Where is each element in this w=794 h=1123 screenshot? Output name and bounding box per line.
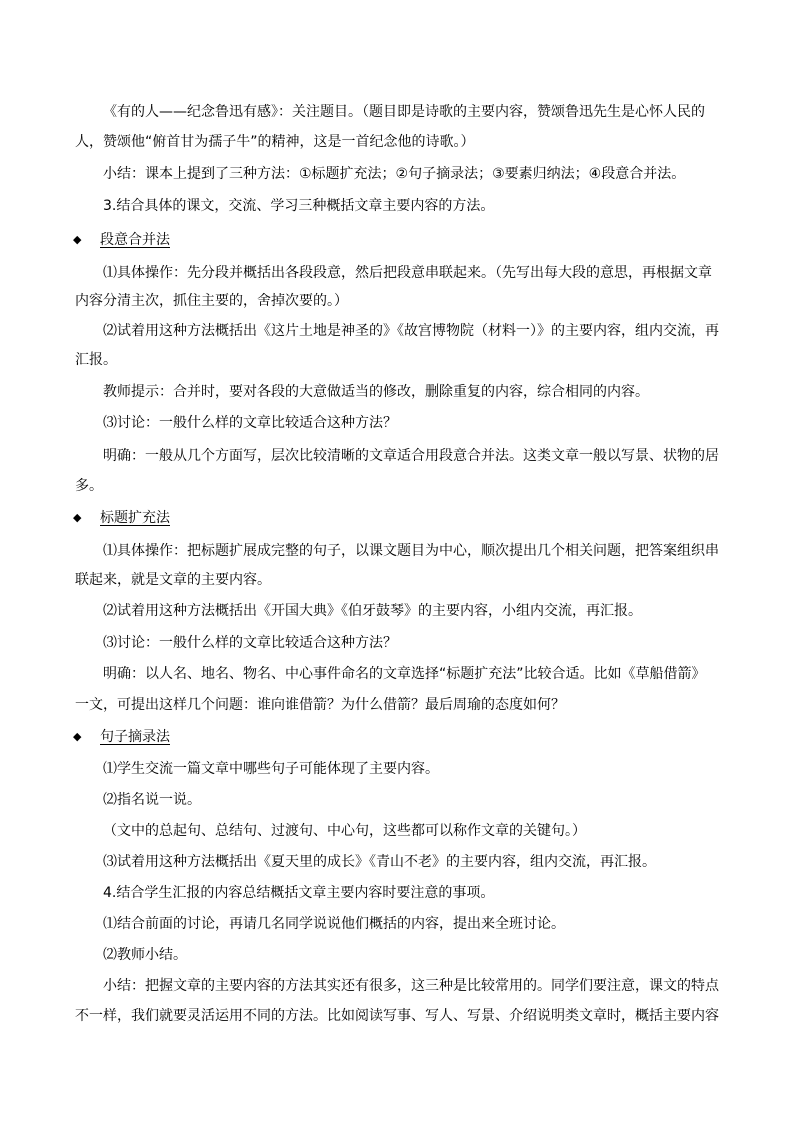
section-heading-text: 标题扩充法 [100, 510, 170, 526]
summary-line: 小结：把握文章的主要内容的方法其实还有很多，这三种是比较常用的。同学们要注意，课文的特点 [103, 978, 719, 994]
section-heading-duanyi [73, 230, 170, 250]
paragraph-line: ⑴具体操作：先分段并概括出各段段意，然后把段意串联起来。（先写出每大段的意思，再根据文章 [103, 265, 712, 281]
paragraph-line: ⑴结合前面的讨论，再请几名同学说说他们概括的内容，提出来全班讨论。 [103, 916, 565, 932]
paragraph-line: 明确：以人名、地名、物名、中心事件命名的文章选择“标题扩充法”比较合适。比如《草船借箭》 [103, 666, 706, 682]
paragraph-line: ⑴学生交流一篇文章中哪些句子可能体现了主要内容。 [103, 761, 439, 777]
paragraph-line: ⑶讨论：一般什么样的文章比较适合这种方法？ [103, 415, 397, 431]
paragraph-line: 人，赞颂他“俯首甘为孺子牛”的精神，这是一首纪念他的诗歌。） [75, 134, 475, 150]
paragraph-line: 《有的人——纪念鲁迅有感》：关注题目。（题目即是诗歌的主要内容，赞颂鲁迅先生是心怀人民的 [103, 104, 705, 120]
paragraph-line: ⑵指名说一说。 [103, 792, 201, 808]
paragraph-line: 多。 [75, 478, 103, 494]
paragraph-line: ⑵试着用这种方法概括出《开国大典》《伯牙鼓琴》的主要内容，小组内交流，再汇报。 [103, 603, 642, 619]
section-heading-juzi [73, 727, 170, 747]
diamond-bullet-icon: ◆ [73, 233, 82, 246]
step-heading: 3.结合具体的课文，交流、学习三种概括文章主要内容的方法。 [103, 198, 495, 214]
paragraph-line: ⑶试着用这种方法概括出《夏天里的成长》《青山不老》的主要内容，组内交流，再汇报。 [103, 854, 656, 870]
diamond-bullet-icon: ◆ [73, 511, 82, 524]
paragraph-line: 不一样，我们就要灵活运用不同的方法。比如阅读写事、写人、写景、介绍说明类文章时，概括主要内容 [75, 1008, 719, 1024]
paragraph-line: 明确：一般从几个方面写，层次比较清晰的文章适合用段意合并法。这类文章一般以写景、状物的居 [103, 448, 719, 464]
teacher-tip-line: 教师提示：合并时，要对各段的大意做适当的修改，删除重复的内容，综合相同的内容。 [103, 384, 649, 400]
paragraph-line: ⑵教师小结。 [103, 947, 187, 963]
paragraph-line: 内容分清主次，抓住主要的，舍掉次要的。） [75, 293, 348, 309]
section-heading-text: 句子摘录法 [100, 729, 170, 745]
paragraph-line: （文中的总起句、总结句、过渡句、中心句，这些都可以称作文章的关键句。） [103, 823, 586, 839]
paragraph-line: 汇报。 [75, 352, 117, 368]
paragraph-line: ⑵试着用这种方法概括出《这片土地是神圣的》《故宫博物院（材料一）》的主要内容，组内交流，再 [103, 323, 719, 339]
section-heading-text: 段意合并法 [100, 232, 170, 248]
paragraph-line: 一文，可提出这样几个问题：谁向谁借箭？为什么借箭？最后周瑜的态度如何？ [75, 697, 565, 713]
diamond-bullet-icon: ◆ [73, 730, 82, 743]
paragraph-line: ⑶讨论：一般什么样的文章比较适合这种方法？ [103, 635, 397, 651]
step-heading: 4.结合学生汇报的内容总结概括文章主要内容时要注意的事项。 [103, 885, 495, 901]
section-heading-biaoti [73, 508, 170, 528]
summary-line: 小结：课本上提到了三种方法：①标题扩充法；②句子摘录法；③要素归纳法；④段意合并法。 [103, 166, 686, 182]
paragraph-line: 联起来，就是文章的主要内容。 [75, 572, 271, 588]
paragraph-line: ⑴具体操作：把标题扩展成完整的句子，以课文题目为中心，顺次提出几个相关问题，把答案组织串 [103, 543, 719, 559]
